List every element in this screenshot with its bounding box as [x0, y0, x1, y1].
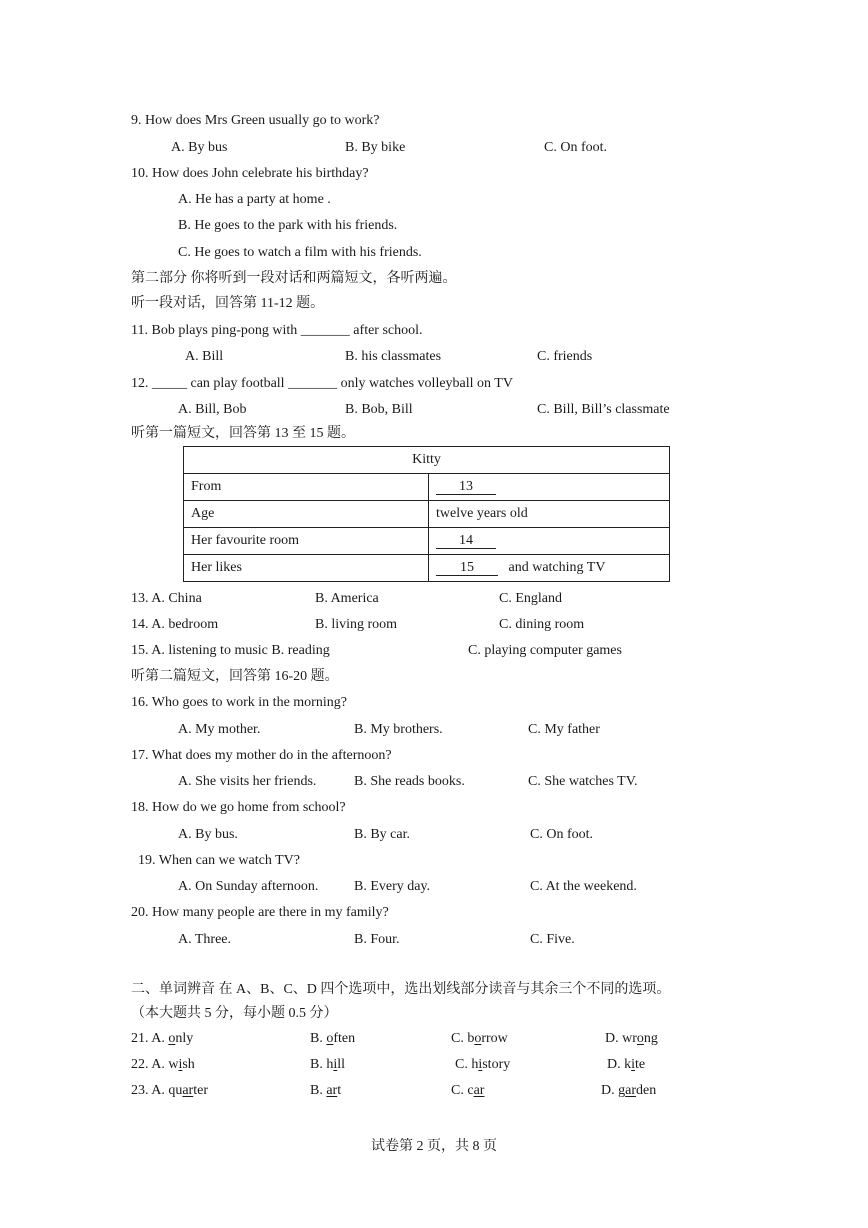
question-22-option-b: B. hill	[310, 1057, 346, 1072]
table-row	[184, 474, 670, 501]
question-9-option-b: B. By bike	[345, 140, 406, 155]
question-23-option-a: 23. A. quarter	[131, 1083, 208, 1098]
question-18-stem: 18. How do we go home from school?	[131, 800, 346, 815]
question-11-option-b: B. his classmates	[345, 349, 442, 364]
question-12-option-c: C. Bill, Bill’s classmate	[537, 402, 670, 417]
question-22-option-a: 22. A. wish	[131, 1057, 195, 1072]
table-value	[429, 474, 670, 501]
part-2-heading: 第二部分 你将听到一段对话和两篇短文，各听两遍。	[131, 271, 457, 286]
question-21-option-b: B. often	[310, 1031, 356, 1046]
answer-blank-14: 14	[436, 533, 496, 549]
answer-blank-13: 13	[436, 479, 496, 495]
question-20-option-c: C. Five.	[530, 932, 575, 947]
table-row	[184, 528, 670, 555]
question-9-stem: 9. How does Mrs Green usually go to work?	[131, 113, 380, 128]
question-20-option-b: B. Four.	[354, 932, 400, 947]
question-10-option-a: A. He has a party at home .	[178, 192, 331, 207]
question-19-stem: 19. When can we watch TV?	[138, 853, 300, 868]
question-14-option-a: 14. A. bedroom	[131, 617, 219, 632]
question-17-stem: 17. What does my mother do in the afternoon?	[131, 748, 392, 763]
dialogue-instruction: 听一段对话，回答第 11-12 题。	[131, 296, 325, 311]
question-23-option-b: B. art	[310, 1083, 342, 1098]
table-title: Kitty	[184, 447, 670, 474]
question-13-option-a: 13. A. China	[131, 591, 202, 606]
likes-text: and watching TV	[508, 560, 606, 575]
question-22-option-d: D. kite	[607, 1057, 646, 1072]
question-9-option-a: A. By bus	[171, 140, 228, 155]
question-15-options-ab: 15. A. listening to music B. reading	[131, 643, 330, 658]
table-value	[429, 555, 670, 582]
passage-1-instruction: 听第一篇短文，回答第 13 至 15 题。	[131, 426, 355, 441]
question-21-option-c: C. borrow	[451, 1031, 508, 1046]
table-label: Her likes	[184, 555, 429, 582]
question-19-option-b: B. Every day.	[354, 879, 431, 894]
table-label: Her favourite room	[184, 528, 429, 555]
table-row	[184, 447, 670, 474]
question-19-option-c: C. At the weekend.	[530, 879, 637, 894]
table-label: Age	[184, 501, 429, 528]
question-12-stem: 12. _____ can play football _______ only watches volleyball on TV	[131, 376, 513, 391]
question-11-option-c: C. friends	[537, 349, 593, 364]
question-21-option-a: 21. A. only	[131, 1031, 194, 1046]
question-13-option-c: C. England	[499, 591, 562, 606]
question-20-stem: 20. How many people are there in my family?	[131, 905, 389, 920]
question-23-option-c: C. car	[451, 1083, 485, 1098]
section-2-subheading: （本大题共 5 分，每小题 0.5 分）	[131, 1006, 338, 1021]
question-10-option-c: C. He goes to watch a film with his friends.	[178, 245, 422, 260]
question-9-option-c: C. On foot.	[544, 140, 607, 155]
question-21-option-d: D. wrong	[605, 1031, 658, 1046]
question-12-option-a: A. Bill, Bob	[178, 402, 247, 417]
question-23-option-d: D. garden	[601, 1083, 657, 1098]
question-17-option-a: A. She visits her friends.	[178, 774, 317, 789]
passage-2-instruction: 听第二篇短文，回答第 16-20 题。	[131, 669, 339, 684]
question-17-option-b: B. She reads books.	[354, 774, 465, 789]
question-16-option-c: C. My father	[528, 722, 600, 737]
kitty-info-table	[183, 446, 670, 582]
answer-blank-15: 15	[436, 560, 498, 576]
question-16-stem: 16. Who goes to work in the morning?	[131, 695, 347, 710]
question-11-stem: 11. Bob plays ping-pong with _______ after school.	[131, 323, 423, 338]
question-14-option-b: B. living room	[315, 617, 398, 632]
table-value	[429, 528, 670, 555]
table-row	[184, 555, 670, 582]
question-16-option-a: A. My mother.	[178, 722, 261, 737]
question-19-option-a: A. On Sunday afternoon.	[178, 879, 319, 894]
question-18-option-b: B. By car.	[354, 827, 410, 842]
table-value: twelve years old	[429, 501, 670, 528]
question-10-option-b: B. He goes to the park with his friends.	[178, 218, 398, 233]
question-16-option-b: B. My brothers.	[354, 722, 443, 737]
question-14-option-c: C. dining room	[499, 617, 585, 632]
question-11-option-a: A. Bill	[185, 349, 224, 364]
question-15-option-c: C. playing computer games	[468, 643, 622, 658]
question-18-option-a: A. By bus.	[178, 827, 238, 842]
page-footer: 试卷第 2 页，共 8 页	[371, 1139, 497, 1154]
question-18-option-c: C. On foot.	[530, 827, 593, 842]
question-10-stem: 10. How does John celebrate his birthday?	[131, 166, 369, 181]
section-2-heading: 二、单词辨音 在 A、B、C、D 四个选项中，选出划线部分读音与其余三个不同的选项。	[131, 982, 671, 997]
question-12-option-b: B. Bob, Bill	[345, 402, 413, 417]
table-row	[184, 501, 670, 528]
question-13-option-b: B. America	[315, 591, 379, 606]
question-17-option-c: C. She watches TV.	[528, 774, 638, 789]
question-22-option-c: C. history	[455, 1057, 511, 1072]
table-label: From	[184, 474, 429, 501]
question-20-option-a: A. Three.	[178, 932, 231, 947]
